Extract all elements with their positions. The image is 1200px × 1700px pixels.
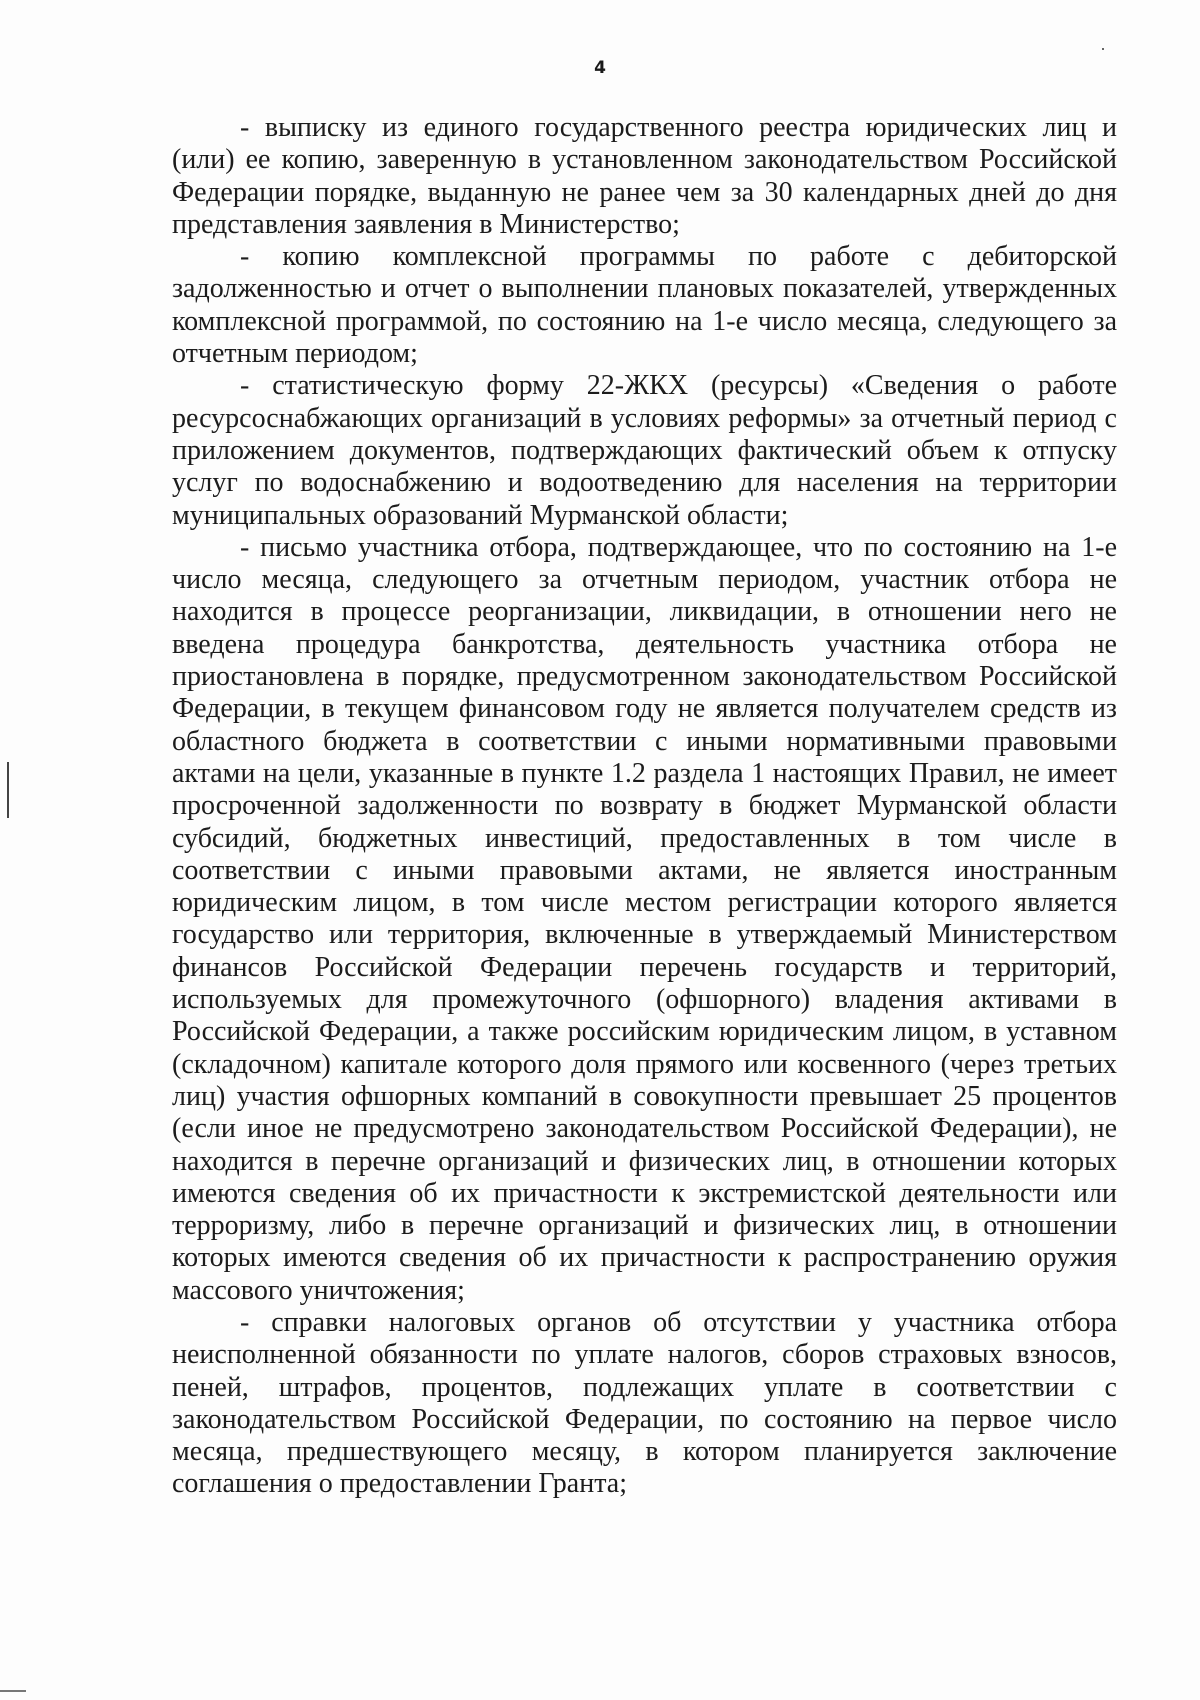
paragraph-participant-letter: - письмо участника отбора, подтверждающее, что по состоянию на 1-е число месяца, следующего за отчетным периодом, участник отбора не находится в процессе реорганизации, ликвидации, в отношении него не введена процедура банкротства, деятельность участника отбора не приостановлена в порядке, предусмотренном законодательством Российской Федерации, в текущем финансовом году не является получателем средств из областного бюджета в соответствии с иными нормативными правовыми актами на цели, указанные в пункте 1.2 раздела 1 настоящих Правил, не имеет просроченной задолженности по возврату в бюджет Мурманской области субсидий, бюджетных инвестиций, предоставленных в том числе в соответствии с иными правовыми актами, не является иностранным юридическим лицом, в том числе местом регистрации которого является государство или территория, включенные в утверждаемый Министерством финансов Российской Федерации перечень государств и территорий, используемых для промежуточного (офшорного) владения активами в Российской Федерации, а также российским юридическим лицом, в уставном (складочном) капитале которого доля прямого или косвенного (через третьих лиц) участия офшорных компаний в совокупности превышает 25 процентов (если иное не предусмотрено законодательством Российской Федерации), не находится в перечне организаций и физических лиц, в отношении которых имеются сведения об их причастности к экстремистской деятельности или терроризму, либо в перечне организаций и физических лиц, в отношении которых имеются сведения об их причастности к распространению оружия массового уничтожения; <box>172 531 1117 1306</box>
paragraph-egrul-extract: - выписку из единого государственного реестра юридических лиц и (или) ее копию, заверенную в установленном законодательством Российской Федерации порядке, выданную не ранее чем за 30 календарных дней до дня представления заявления в Министерство; <box>172 112 1117 240</box>
scan-margin-mark <box>7 762 9 818</box>
page-number: 4 <box>594 58 606 78</box>
paragraph-tax-certificates: - справки налоговых органов об отсутствии у участника отбора неисполненной обязанности по уплате налогов, сборов страховых взносов, пеней, штрафов, процентов, подлежащих уплате в соответствии с законодательством Российской Федерации, по состоянию на первое число месяца, предшествующего месяцу, в котором планируется заключение соглашения о предоставлении Гранта; <box>172 1306 1117 1500</box>
scan-dust-dot <box>1102 48 1104 50</box>
paragraph-statistical-form: - статистическую форму 22-ЖКХ (ресурсы) «Сведения о работе ресурсоснабжающих организаций в условиях реформы» за отчетный период с приложением документов, подтверждающих фактический объем к отпуску услуг по водоснабжению и водоотведению для населения на территории муниципальных образований Мурманской области; <box>172 370 1117 531</box>
paragraph-debt-program: - копию комплексной программы по работе с дебиторской задолженностью и отчет о выполнении плановых показателей, утвержденных комплексной программой, по состоянию на 1-е число месяца, следующего за отчетным периодом; <box>172 241 1117 370</box>
document-body <box>172 112 1117 1501</box>
scan-corner-mark <box>0 1690 26 1692</box>
